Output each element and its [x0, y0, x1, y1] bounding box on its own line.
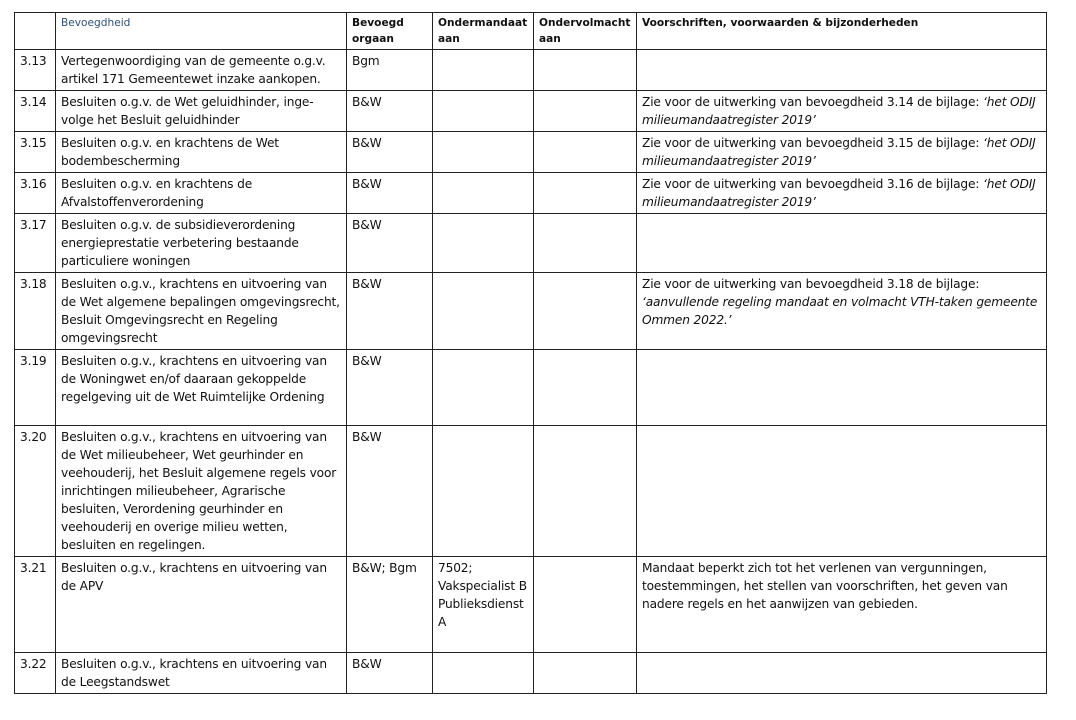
- table-row: [15, 50, 1047, 91]
- table-row: [15, 91, 1047, 132]
- bevoegdheid-cell: Besluiten o.g.v. de Wet geluidhinder, inge-volge het Besluit geluidhinder: [56, 91, 347, 132]
- voorschriften-cell: [637, 91, 1047, 132]
- ondervolmacht-cell: [534, 132, 637, 173]
- voorschriften-reference: ‘het ODIJ milieumandaatregister 2019’: [642, 136, 1036, 168]
- row-number: 3.18: [15, 273, 56, 350]
- ondermandaat-cell: [433, 350, 534, 426]
- voorschriften-cell: [637, 557, 1047, 653]
- row-number: 3.13: [15, 50, 56, 91]
- ondervolmacht-cell: [534, 350, 637, 426]
- ondervolmacht-cell: [534, 173, 637, 214]
- header-bevoegd-orgaan: Bevoegd orgaan: [347, 13, 433, 50]
- orgaan-cell: B&W: [347, 350, 433, 426]
- orgaan-cell: B&W: [347, 273, 433, 350]
- bevoegdheid-cell: Besluiten o.g.v., krachtens en uitvoering van de Woningwet en/of daaraan gekoppelde regelgeving uit de Wet Ruimtelijke Ordening: [56, 350, 347, 426]
- ondervolmacht-cell: [534, 214, 637, 273]
- table-row: [15, 173, 1047, 214]
- bevoegdheid-cell: Besluiten o.g.v. en krachtens de Afvalstoffenverordening: [56, 173, 347, 214]
- voorschriften-cell: [637, 214, 1047, 273]
- table-row: [15, 214, 1047, 273]
- bevoegdheid-cell: Besluiten o.g.v. en krachtens de Wet bodembescherming: [56, 132, 347, 173]
- table-row: [15, 557, 1047, 653]
- ondermandaat-cell: [433, 273, 534, 350]
- orgaan-cell: Bgm: [347, 50, 433, 91]
- bevoegdheid-cell: Besluiten o.g.v., krachtens en uitvoering van de APV: [56, 557, 347, 653]
- voorschriften-reference: ‘het ODIJ milieumandaatregister 2019’: [642, 95, 1036, 127]
- ondermandaat-cell: [433, 132, 534, 173]
- ondervolmacht-cell: [534, 426, 637, 557]
- header-ondervolmacht: Ondervolmacht aan: [534, 13, 637, 50]
- voorschriften-cell: [637, 350, 1047, 426]
- table-row: [15, 273, 1047, 350]
- orgaan-cell: B&W: [347, 91, 433, 132]
- orgaan-cell: B&W: [347, 653, 433, 694]
- ondervolmacht-cell: [534, 91, 637, 132]
- ondermandaat-cell: 7502; Vakspecialist B Publieksdienst A: [433, 557, 534, 653]
- ondermandaat-cell: [433, 653, 534, 694]
- voorschriften-text: Zie voor de uitwerking van bevoegdheid 3.16 de bijlage:: [642, 177, 984, 191]
- header-ondermandaat: Ondermandaat aan: [433, 13, 534, 50]
- ondermandaat-cell: [433, 173, 534, 214]
- voorschriften-cell: [637, 173, 1047, 214]
- row-number: 3.21: [15, 557, 56, 653]
- ondervolmacht-cell: [534, 50, 637, 91]
- ondermandaat-cell: [433, 214, 534, 273]
- ondermandaat-cell: [433, 50, 534, 91]
- row-number: 3.22: [15, 653, 56, 694]
- voorschriften-cell: [637, 132, 1047, 173]
- table-row: [15, 350, 1047, 426]
- voorschriften-cell: [637, 426, 1047, 557]
- row-number: 3.15: [15, 132, 56, 173]
- header-num: [15, 13, 56, 50]
- voorschriften-reference: ‘aanvullende regeling mandaat en volmacht VTH-taken gemeente Ommen 2022.’: [642, 295, 1038, 327]
- mandate-table: [14, 12, 1047, 694]
- voorschriften-cell: [637, 653, 1047, 694]
- orgaan-cell: B&W: [347, 132, 433, 173]
- voorschriften-text: Mandaat beperkt zich tot het verlenen van vergunningen, toestemmingen, het stellen van voorschriften, het geven van nadere regels en het aanwijzen van gebieden.: [642, 561, 1008, 611]
- row-number: 3.14: [15, 91, 56, 132]
- voorschriften-text: Zie voor de uitwerking van bevoegdheid 3.18 de bijlage:: [642, 277, 980, 291]
- orgaan-cell: B&W: [347, 214, 433, 273]
- orgaan-cell: B&W: [347, 173, 433, 214]
- row-number: 3.20: [15, 426, 56, 557]
- bevoegdheid-cell: Besluiten o.g.v., krachtens en uitvoering van de Wet algemene bepalingen omgevingsrecht, Besluit Omgevingsrecht en Regeling omgevingsrecht: [56, 273, 347, 350]
- voorschriften-cell: [637, 50, 1047, 91]
- ondermandaat-cell: [433, 91, 534, 132]
- ondervolmacht-cell: [534, 653, 637, 694]
- table-row: [15, 132, 1047, 173]
- ondermandaat-cell: [433, 426, 534, 557]
- row-number: 3.19: [15, 350, 56, 426]
- table-row: [15, 653, 1047, 694]
- row-number: 3.16: [15, 173, 56, 214]
- voorschriften-text: Zie voor de uitwerking van bevoegdheid 3.15 de bijlage:: [642, 136, 984, 150]
- ondervolmacht-cell: [534, 557, 637, 653]
- header-voorschriften: Voorschriften, voorwaarden & bijzonderheden: [637, 13, 1047, 50]
- table-row: [15, 426, 1047, 557]
- row-number: 3.17: [15, 214, 56, 273]
- voorschriften-text: Zie voor de uitwerking van bevoegdheid 3.14 de bijlage:: [642, 95, 984, 109]
- bevoegdheid-cell: Besluiten o.g.v. de subsidieverordening energieprestatie verbetering bestaande particuliere woningen: [56, 214, 347, 273]
- bevoegdheid-cell: Besluiten o.g.v., krachtens en uitvoering van de Leegstandswet: [56, 653, 347, 694]
- bevoegdheid-cell: Vertegenwoordiging van de gemeente o.g.v. artikel 171 Gemeentewet inzake aankopen.: [56, 50, 347, 91]
- voorschriften-cell: [637, 273, 1047, 350]
- orgaan-cell: B&W; Bgm: [347, 557, 433, 653]
- orgaan-cell: B&W: [347, 426, 433, 557]
- ondervolmacht-cell: [534, 273, 637, 350]
- header-bevoegdheid: Bevoegdheid: [56, 13, 347, 50]
- table-header: [15, 13, 1047, 50]
- voorschriften-reference: ‘het ODIJ milieumandaatregister 2019’: [642, 177, 1036, 209]
- bevoegdheid-cell: Besluiten o.g.v., krachtens en uitvoering van de Wet milieubeheer, Wet geurhinder en veehouderij, het Besluit algemene regels voor inrichtingen milieubeheer, Agrarische besluiten, Verordening geurhinder en veehouderij en overige milieu wetten, besluiten en regelingen.: [56, 426, 347, 557]
